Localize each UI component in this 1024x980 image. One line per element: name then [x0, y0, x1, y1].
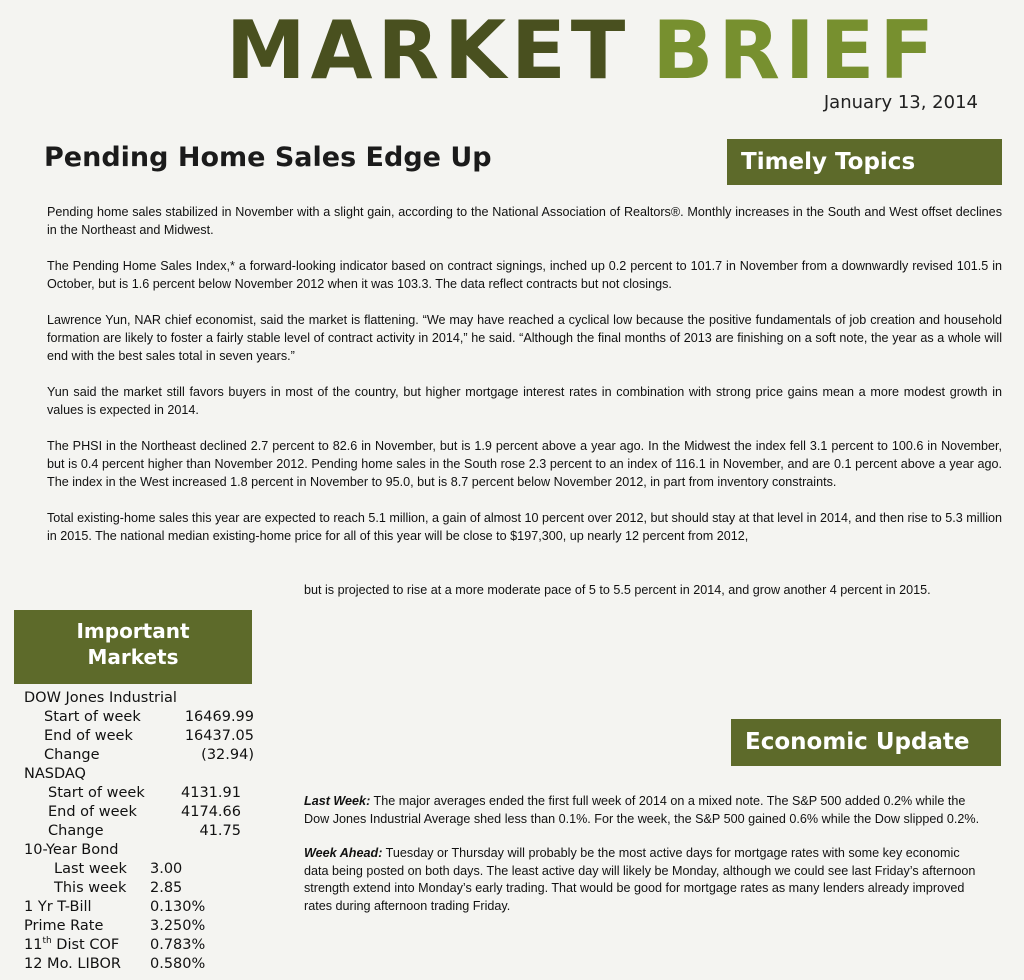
- dow-end-label: End of week: [44, 728, 133, 744]
- nasdaq-start-value: 4131.91: [181, 785, 241, 801]
- article-paragraph-4: Yun said the market still favors buyers in most of the country, but higher mortgage interest rates in combination with strong price gains mean a more modest growth in values is expected in 2014.: [47, 385, 1002, 417]
- nasdaq-change-value: 41.75: [199, 823, 241, 839]
- prime-value: 3.250%: [150, 918, 206, 934]
- article-paragraph-6b: but is projected to rise at a more moderate pace of 5 to 5.5 percent in 2014, and grow another 4 percent in 2015.: [304, 583, 931, 597]
- last-week-text: The major averages ended the first full week of 2014 on a mixed note. The S&P 500 added 0.2% while the Dow Jones Industrial Average shed less than 0.1%. For the week, the S&P 500 gained 0.6% while the Dow slipped 0.2%.: [304, 794, 980, 826]
- dow-end-value: 16437.05: [184, 728, 254, 744]
- nasdaq-title: NASDAQ: [24, 766, 86, 782]
- bond-row-last: [24, 860, 254, 879]
- masthead-title: [226, 6, 994, 96]
- dow-row-start: [24, 708, 254, 727]
- nasdaq-row-end: [24, 803, 254, 822]
- bond-row-this: [24, 879, 254, 898]
- prime-label: Prime Rate: [24, 918, 104, 934]
- article-paragraph-3: Lawrence Yun, NAR chief economist, said the market is flattening. “We may have reached a cyclical low because the positive fundamentals of job creation and household formation are likely to foster a fairly stable level of contract activity in 2014,” he said. “Although the final months of 2013 are finishing on a soft note, the year as a whole will end with the best sales total in seven years.”: [47, 313, 1002, 363]
- cof-value: 0.783%: [150, 937, 206, 953]
- important-markets-tag: [14, 610, 252, 684]
- nasdaq-group: [24, 765, 254, 841]
- nasdaq-change-label: Change: [48, 823, 104, 839]
- timely-topics-tag: Timely Topics: [727, 139, 1002, 185]
- dow-group: [24, 689, 254, 765]
- article-headline: Pending Home Sales Edge Up: [44, 142, 492, 173]
- bond-group: [24, 841, 254, 898]
- masthead-word-market: MARKET: [226, 4, 631, 97]
- masthead-word-brief: BRIEF: [652, 4, 939, 97]
- libor-label: 12 Mo. LIBOR: [24, 956, 121, 972]
- week-ahead-text: Tuesday or Thursday will probably be the most active days for mortgage rates with some key economic data being posted on both days. The least active day will likely be Monday, although we could see last Friday’s afternoon strength extend into Monday’s early trading. That would be good for mortgage rates as many lenders already improved rates during afternoon trading Friday.: [304, 846, 976, 913]
- rate-row-prime: [24, 917, 254, 936]
- issue-date: January 13, 2014: [823, 92, 978, 113]
- tbill-value: 0.130%: [150, 899, 206, 915]
- important-markets-line2: Markets: [87, 645, 179, 669]
- article-body: [47, 204, 1002, 545]
- cof-label-suffix: th: [42, 936, 52, 947]
- article-paragraph-6a: Total existing-home sales this year are expected to reach 5.1 million, a gain of almost 10 percent over 2012, but should stay at that level in 2014, and then rise to 5.3 million in 2015. The national median existing-home price for all of this year will be close to $197,300, up nearly 12 percent from 2012,: [47, 511, 1002, 543]
- last-week-lead: Last Week:: [304, 794, 371, 808]
- nasdaq-end-label: End of week: [48, 804, 137, 820]
- bond-last-value: 3.00: [150, 861, 183, 877]
- cof-label-number: 11: [24, 937, 43, 953]
- article-paragraph-5: The PHSI in the Northeast declined 2.7 percent to 82.6 in November, but is 1.9 percent above a year ago. In the Midwest the index fell 3.1 percent to 100.6 in November, but is 0.4 percent higher than November 2012. Pending home sales in the South rose 2.3 percent to an index of 116.1 in November, and are 0.1 percent above a year ago. The index in the West increased 1.8 percent in November to 95.0, but is 8.7 percent below November 2012, in part from inventory constraints.: [47, 439, 1002, 489]
- nasdaq-end-value: 4174.66: [181, 804, 241, 820]
- article-paragraph-1: Pending home sales stabilized in November with a slight gain, according to the National Association of Realtors®. Monthly increases in the South and West offset declines in the Northeast and Midwest.: [47, 205, 1002, 237]
- economic-update-body: [304, 793, 984, 933]
- tbill-label: 1 Yr T-Bill: [24, 899, 92, 915]
- important-markets-line1: Important: [76, 619, 190, 643]
- week-ahead-lead: Week Ahead:: [304, 846, 383, 861]
- bond-this-label: This week: [54, 880, 127, 896]
- dow-change-value: (32.94): [201, 747, 254, 763]
- rates-group: [24, 898, 254, 974]
- nasdaq-start-label: Start of week: [48, 785, 145, 801]
- bond-last-label: Last week: [54, 861, 127, 877]
- dow-change-label: Change: [44, 747, 100, 763]
- bond-title: 10-Year Bond: [24, 842, 119, 858]
- dow-start-label: Start of week: [44, 709, 141, 725]
- markets-table: [24, 689, 254, 974]
- cof-label-text: Dist COF: [51, 937, 120, 953]
- bond-this-value: 2.85: [150, 880, 183, 896]
- last-week-paragraph: [304, 793, 984, 828]
- economic-update-tag: Economic Update: [731, 719, 1001, 766]
- dow-title: DOW Jones Industrial: [24, 690, 177, 706]
- nasdaq-row-start: [24, 784, 254, 803]
- week-ahead-paragraph: [304, 845, 984, 915]
- libor-value: 0.580%: [150, 956, 206, 972]
- rate-row-tbill: [24, 898, 254, 917]
- article-paragraph-2: The Pending Home Sales Index,* a forward-looking indicator based on contract signings, inched up 0.2 percent to 101.7 in November from a downwardly revised 101.5 in October, but is 1.6 percent below November 2012 when it was 103.3. The data reflect contracts but not closings.: [47, 259, 1002, 291]
- dow-start-value: 16469.99: [184, 709, 254, 725]
- dow-row-change: [24, 746, 254, 765]
- rate-row-cof: [24, 936, 254, 955]
- dow-row-end: [24, 727, 254, 746]
- nasdaq-row-change: [24, 822, 254, 841]
- rate-row-libor: [24, 955, 254, 974]
- cof-label: [24, 936, 150, 955]
